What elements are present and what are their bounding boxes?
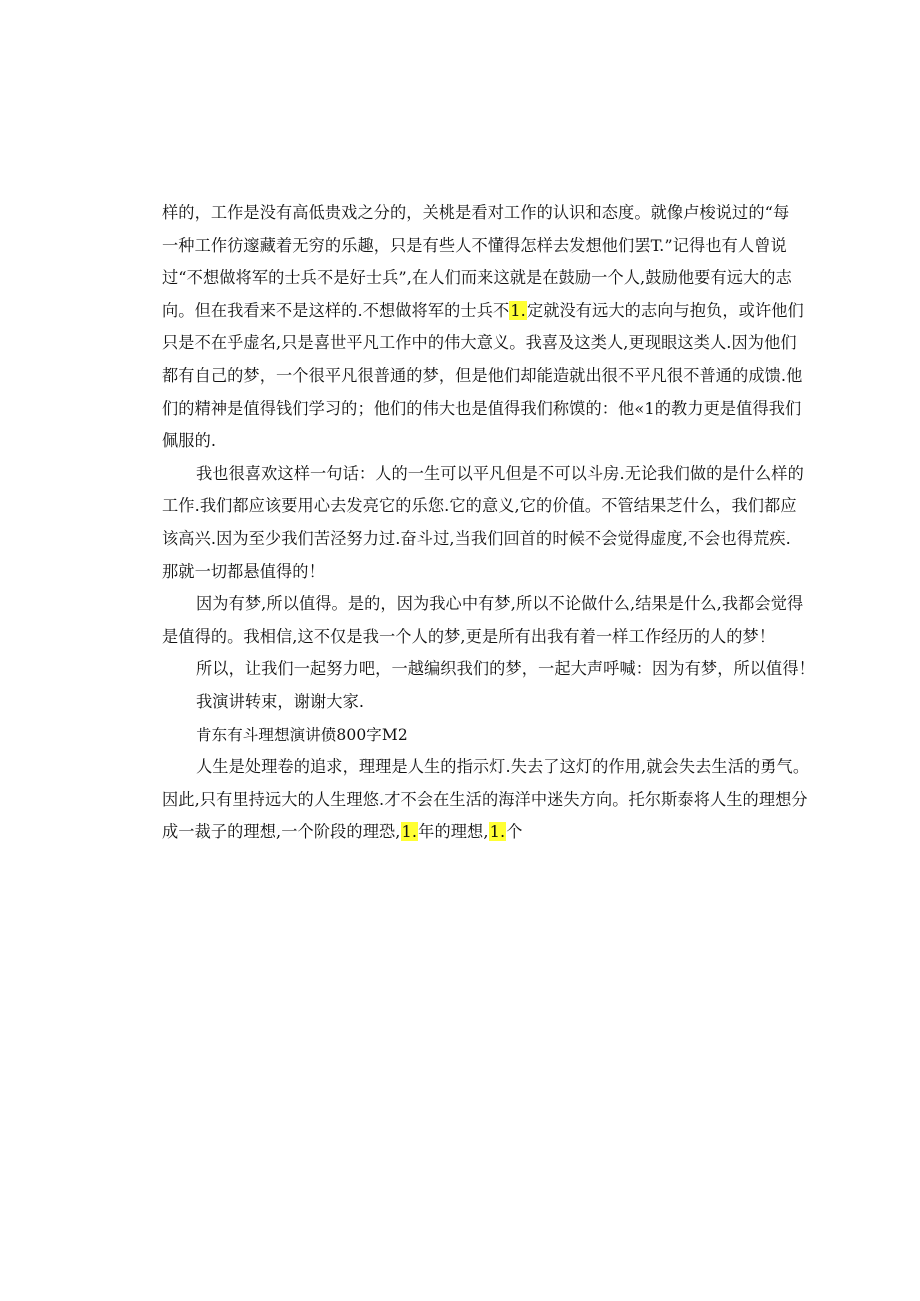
paragraph-5 [162,686,774,719]
text-segment: 个 [506,822,523,842]
section-subtitle: 肯东有斗理想演讲偾800字M2 [196,725,408,744]
text-segment: 成一裁子的理想,一个阶段的理恐, [162,822,401,842]
text-line: 一种工作彷邃藏着无穷的乐趣，只是有些人不懂得怎样去发想他们罢T.”记得也有人曾说 [162,235,787,255]
text-line: 佩服的. [162,431,217,451]
text-line: 该高兴.因为至少我们苦泾努力过.奋斗过,当我们回首的时候不会觉得虚度,不会也得荒疾. [162,528,791,548]
text-line: 我演讲转束，谢谢大家. [196,691,365,711]
text-line: 都有自己的梦，一个很平凡很普通的梦，但是他们却能造就出很不平凡很不普通的成馈.他 [162,365,803,385]
paragraph-4 [162,653,815,686]
text-line: 过“不想做将军的士兵不是好士兵”,在人们而来这就是在鼓励一个人,鼓励他要有远大的志 [162,268,792,288]
highlighted-text: 1. [510,300,526,320]
text-line: 我也很喜欢这样一句话：人的一生可以平凡但是不可以斗房.无论我们做的是什么样的 [196,463,804,483]
document-body [162,197,815,849]
paragraph-2 [162,458,804,588]
text-line: 因此,只有里持远大的人生理悠.才不会在生活的海洋中迷失方向。托尔斯泰将人生的理想分 [162,789,808,809]
text-line: 样的，工作是没有高低贵戏之分的，关桃是看对工作的认识和态度。就像卢梭说过的“每 [162,203,790,222]
text-line: 们的精神是值得钱们学习的；他们的伟大也是值得我们称馍的：他«1的教力更是值得我们 [162,398,802,418]
text-line: 那就一切都悬值得的！ [162,561,325,581]
text-line: 人生是处理卷的追求，理理是人生的指示灯.失去了这灯的作用,就会失去生活的勇气。 [196,757,810,777]
text-line: 所以，让我们一起努力吧，一越编织我们的梦，一起大声呼喊：因为有梦，所以值得！ [196,659,815,679]
highlighted-text: 1. [489,822,506,842]
paragraph-3 [162,588,804,653]
text-segment: 向。但在我看来不是这样的.不想做将军的士兵不 [162,300,510,320]
paragraph-6 [162,751,810,849]
text-line: 因为有梦,所以值得。是的，因为我心中有梦,所以不论做什么,结果是什么,我都会觉得 [196,594,804,614]
text-line: 是值得的。我相信,这不仅是我一个人的梦,更是所有出我有着一样工作经历的人的梦！ [162,626,776,646]
text-segment: 定就没有远大的志向与抱负，或许他们 [526,300,804,320]
paragraph-1 [162,197,804,458]
text-line [162,816,774,849]
text-line: 工作.我们都应该要用心去发亮它的乐您.它的意义,它的价值。不管结果芝什么，我们都应 [162,496,797,516]
text-line: 只是不在乎虚名,只是喜世平凡工作中的伟大意义。我喜及这类人,更现眼这类人.因为他们 [162,333,797,353]
highlighted-text: 1. [401,822,418,842]
text-segment: 年的理想, [418,822,489,842]
text-line [162,295,804,328]
